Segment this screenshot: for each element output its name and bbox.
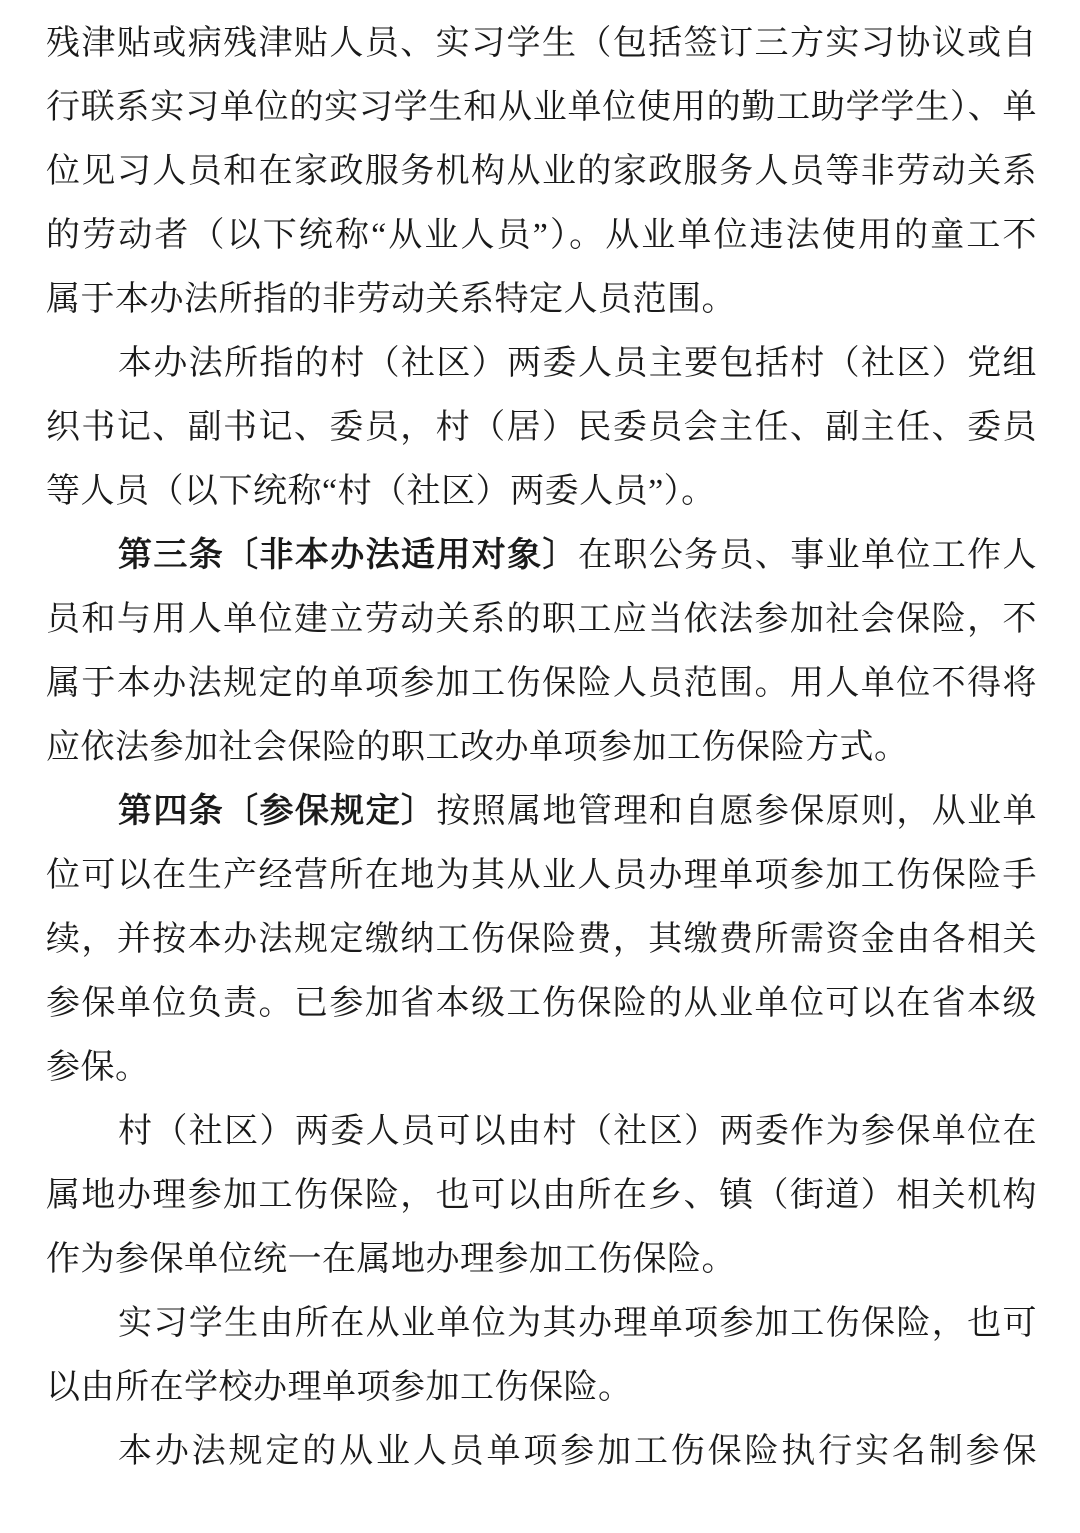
article-heading-3: 第三条〔非本办法适用对象〕 <box>118 537 578 574</box>
text-line <box>46 1036 1037 1100</box>
text-line <box>46 524 1037 588</box>
text-line <box>46 716 1037 780</box>
text-line <box>46 396 1037 460</box>
text-line <box>46 76 1037 140</box>
line-text: 残津贴或病残津贴人员、实习学生（包括签订三方实习协议或自 <box>46 25 1037 62</box>
line-text: 在职公务员、事业单位工作人 <box>577 537 1037 574</box>
text-line <box>46 332 1037 396</box>
line-text: 以由所在学校办理单项参加工伤保险。 <box>46 1369 633 1406</box>
line-text: 的劳动者（以下统称“从业人员”）。从业单位违法使用的童工不 <box>46 217 1037 254</box>
text-line <box>46 972 1037 1036</box>
text-line <box>46 12 1037 76</box>
text-line <box>46 268 1037 332</box>
text-line <box>46 1100 1037 1164</box>
text-line <box>46 1420 1037 1484</box>
article-heading-4: 第四条〔参保规定〕 <box>118 793 437 830</box>
line-text: 等人员（以下统称“村（社区）两委人员”）。 <box>46 473 716 510</box>
line-text: 参保单位负责。已参加省本级工伤保险的从业单位可以在省本级 <box>46 985 1037 1022</box>
text-line <box>46 652 1037 716</box>
text-line <box>46 588 1037 652</box>
text-line <box>46 204 1037 268</box>
text-line <box>46 460 1037 524</box>
line-text: 参保。 <box>46 1049 150 1086</box>
line-text: 位见习人员和在家政服务机构从业的家政服务人员等非劳动关系 <box>46 153 1037 190</box>
line-text: 本办法所指的村（社区）两委人员主要包括村（社区）党组 <box>118 345 1037 382</box>
text-line <box>46 908 1037 972</box>
text-line <box>46 1228 1037 1292</box>
line-text: 村（社区）两委人员可以由村（社区）两委作为参保单位在 <box>118 1113 1037 1150</box>
line-text: 本办法规定的从业人员单项参加工伤保险执行实名制参保 <box>118 1433 1037 1470</box>
line-text: 属地办理参加工伤保险，也可以由所在乡、镇（街道）相关机构 <box>46 1177 1037 1214</box>
line-text: 作为参保单位统一在属地办理参加工伤保险。 <box>46 1241 736 1278</box>
line-text: 应依法参加社会保险的职工改办单项参加工伤保险方式。 <box>46 729 909 766</box>
text-line <box>46 844 1037 908</box>
line-text: 织书记、副书记、委员，村（居）民委员会主任、副主任、委员 <box>46 409 1037 446</box>
line-text: 员和与用人单位建立劳动关系的职工应当依法参加社会保险，不 <box>46 601 1037 638</box>
text-line <box>46 1356 1037 1420</box>
line-text: 属于本办法所指的非劳动关系特定人员范围。 <box>46 281 736 318</box>
text-line <box>46 140 1037 204</box>
line-text: 续，并按本办法规定缴纳工伤保险费，其缴费所需资金由各相关 <box>46 921 1037 958</box>
line-text: 属于本办法规定的单项参加工伤保险人员范围。用人单位不得将 <box>46 665 1037 702</box>
text-line <box>46 780 1037 844</box>
line-text: 位可以在生产经营所在地为其从业人员办理单项参加工伤保险手 <box>46 857 1037 894</box>
line-text: 行联系实习单位的实习学生和从业单位使用的勤工助学学生）、单 <box>46 89 1037 126</box>
text-line <box>46 1164 1037 1228</box>
text-line <box>46 1292 1037 1356</box>
line-text: 实习学生由所在从业单位为其办理单项参加工伤保险，也可 <box>118 1305 1037 1342</box>
line-text: 按照属地管理和自愿参保原则，从业单 <box>436 793 1037 830</box>
